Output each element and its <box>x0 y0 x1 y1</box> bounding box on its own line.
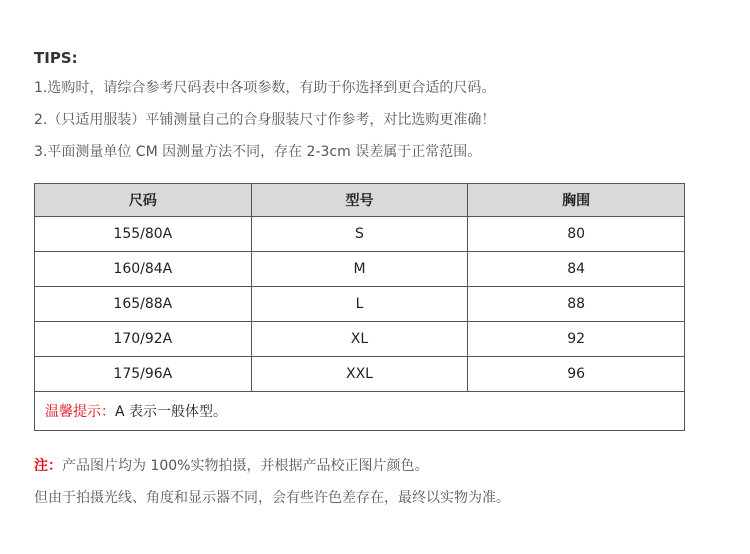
table-header-row <box>35 184 685 217</box>
footer-note-text: 产品图片均为 100%实物拍摄，并根据产品校正图片颜色。 <box>62 458 429 474</box>
cell-model: L <box>251 287 468 322</box>
cell-chest: 80 <box>468 217 685 252</box>
cell-model: XXL <box>251 357 468 392</box>
table-row <box>35 287 685 322</box>
footer-note-label: 注： <box>34 458 62 474</box>
cell-size: 155/80A <box>35 217 252 252</box>
table-note-row <box>35 392 685 431</box>
header-chest: 胸围 <box>468 184 685 217</box>
table-note <box>35 392 685 431</box>
tip-line-3: 3.平面测量单位 CM 因测量方法不同，存在 2-3cm 误差属于正常范围。 <box>34 144 482 160</box>
cell-model: XL <box>251 322 468 357</box>
tip-line-1: 1.选购时，请综合参考尺码表中各项参数，有助于你选择到更合适的尺码。 <box>34 80 496 96</box>
footer-note-2: 但由于拍摄光线、角度和显示器不同，会有些许色差存在，最终以实物为准。 <box>34 490 510 506</box>
note-text: A 表示一般体型。 <box>115 404 228 420</box>
tips-title: TIPS: <box>34 49 78 67</box>
header-model: 型号 <box>251 184 468 217</box>
cell-size: 170/92A <box>35 322 252 357</box>
cell-model: S <box>251 217 468 252</box>
cell-size: 160/84A <box>35 252 252 287</box>
cell-size: 165/88A <box>35 287 252 322</box>
cell-size: 175/96A <box>35 357 252 392</box>
cell-chest: 84 <box>468 252 685 287</box>
cell-model: M <box>251 252 468 287</box>
footer-note-1 <box>34 455 428 475</box>
header-size: 尺码 <box>35 184 252 217</box>
cell-chest: 92 <box>468 322 685 357</box>
cell-chest: 88 <box>468 287 685 322</box>
tip-line-2: 2.（只适用服装）平铺测量自己的合身服装尺寸作参考，对比选购更准确！ <box>34 112 496 128</box>
table-row <box>35 322 685 357</box>
note-label: 温馨提示： <box>45 404 115 420</box>
table-row <box>35 357 685 392</box>
table-row <box>35 217 685 252</box>
table-row <box>35 252 685 287</box>
cell-chest: 96 <box>468 357 685 392</box>
size-chart-table <box>34 183 685 431</box>
